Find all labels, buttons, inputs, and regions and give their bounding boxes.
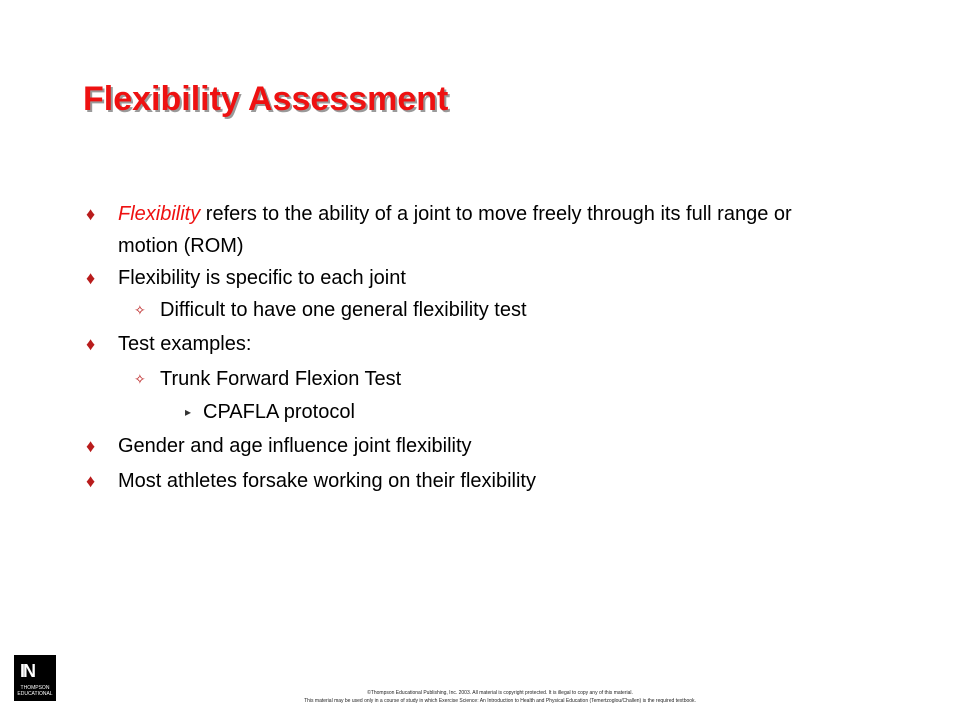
slide-title: Flexibility Assessment	[83, 80, 449, 118]
bullet-text: Most athletes forsake working on their flexibility	[118, 470, 536, 492]
bullet-text: Flexibility is specific to each joint	[118, 267, 406, 289]
sub-sub-bullet-item	[185, 396, 355, 428]
footer-line: ©Thompson Educational Publishing, Inc. 2003. All material is copyright protected. It is illegal to copy any of this material.	[367, 690, 633, 696]
logo-mark: IN	[20, 661, 34, 681]
bullet-item	[86, 465, 848, 497]
diamond-bullet-icon: ♦	[86, 204, 96, 224]
bullet-item	[86, 262, 848, 294]
bullet-text: CPAFLA protocol	[203, 401, 355, 423]
bullet-text: refers to the ability of a joint to move freely through its full range or motion (ROM)	[118, 203, 792, 257]
bullet-text: Trunk Forward Flexion Test	[160, 368, 402, 390]
diamond-bullet-icon: ♦	[86, 268, 96, 288]
bullet-item	[86, 198, 848, 262]
triangle-right-bullet-icon: ▸	[185, 405, 192, 419]
diamond-bullet-icon: ♦	[86, 334, 96, 354]
diamond-bullet-icon: ♦	[86, 436, 96, 456]
sub-bullet-item	[134, 363, 402, 395]
four-point-star-bullet-icon: ✧	[134, 302, 146, 318]
bullet-text: Test examples:	[118, 333, 252, 355]
bullet-item	[86, 328, 848, 360]
footer-line: This material may be used only in a course of study in which Exercise Science: An Introduction to Health and Physical Education (Temertzoglou/Challen) is the required textbook.	[304, 698, 696, 704]
logo-text	[16, 685, 54, 697]
bullet-text: Difficult to have one general flexibility test	[160, 299, 527, 321]
emphasis-term: Flexibility	[118, 203, 201, 225]
logo-line: EDUCATIONAL	[17, 691, 53, 697]
logo-line: THOMPSON	[20, 685, 50, 691]
diamond-bullet-icon: ♦	[86, 471, 96, 491]
four-point-star-bullet-icon: ✧	[134, 371, 146, 387]
sub-bullet-item	[134, 294, 527, 326]
bullet-text: Gender and age influence joint flexibility	[118, 435, 472, 457]
copyright-footer	[150, 689, 850, 705]
publisher-logo	[14, 655, 56, 701]
bullet-item	[86, 430, 848, 462]
